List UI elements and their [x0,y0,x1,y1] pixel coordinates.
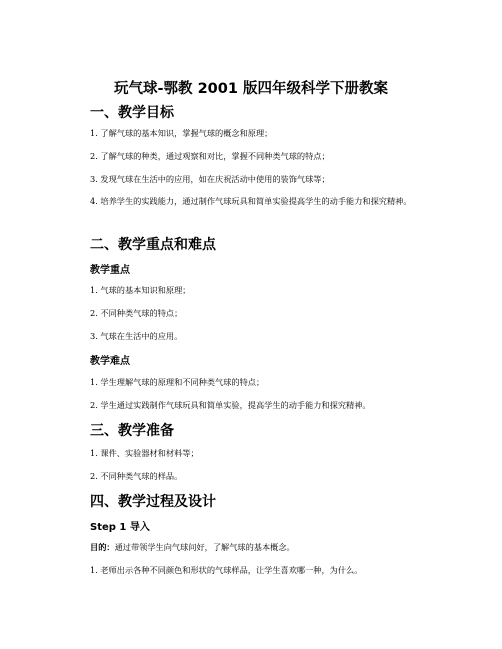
objective-item: 1. 了解气球的基本知识，掌握气球的概念和原理； [90,128,273,138]
objective-item: 4. 培养学生的实践能力，通过制作气球玩具和简单实验提高学生的动手能力和探究精神。 [90,196,412,206]
subheading-key-points: 教学重点 [90,265,130,276]
purpose-label: 目的： [90,542,115,552]
objective-item: 2. 了解气球的种类，通过观察和对比，掌握不同种类气球的特点； [90,151,330,161]
step-item: 1. 老师出示各种不同颜色和形状的气球样品，让学生喜欢哪一种，为什么。 [90,565,363,575]
subheading-difficulties: 教学难点 [90,356,130,367]
difficulty-item: 2. 学生通过实践制作气球玩具和简单实验，提高学生的动手能力和探究精神。 [90,400,371,410]
difficulty-item: 1. 学生理解气球的原理和不同种类气球的特点； [90,377,265,387]
section-heading-key-points: 二、教学重点和难点 [90,237,216,253]
objective-item: 3. 发现气球在生活中的应用，如在庆祝活动中使用的装饰气球等； [90,174,330,184]
section-heading-objectives: 一、教学目标 [90,105,174,121]
section-heading-process: 四、教学过程及设计 [90,494,216,510]
purpose-text: 通过带领学生向气球问好，了解气球的基本概念。 [114,542,295,552]
key-point-item: 3. 气球在生活中的应用。 [90,331,183,341]
step-purpose [90,541,295,553]
preparation-item: 2. 不同种类气球的样品。 [90,471,183,481]
key-point-item: 2. 不同种类气球的特点； [90,308,183,318]
preparation-item: 1. 课件、实验器材和材料等； [90,448,199,458]
document-title: 玩气球-鄂教 2001 版四年级科学下册教案 [114,81,388,97]
section-heading-preparation: 三、教学准备 [90,423,174,439]
step-heading: Step 1 导入 [90,522,150,533]
key-point-item: 1. 气球的基本知识和原理； [90,285,191,295]
